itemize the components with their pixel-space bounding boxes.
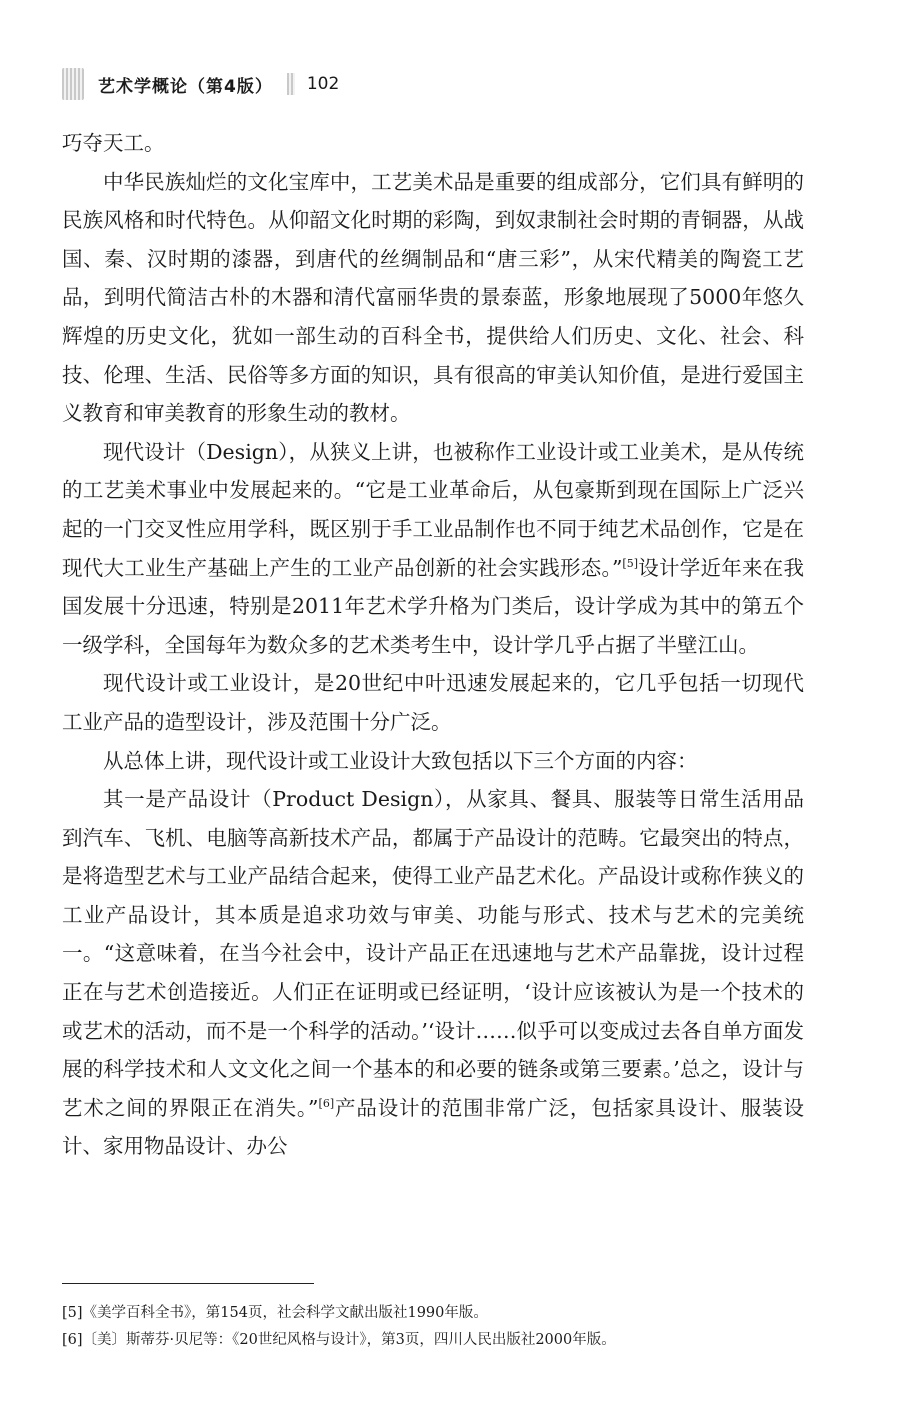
header-separator [287,73,295,95]
footnote-divider [62,1283,314,1284]
paragraph-6: 其一是产品设计（Product Design），从家具、餐具、服装等日常生活用品到汽车、飞机、电脑等高新技术产品，都属于产品设计的范畴。它最突出的特点，是将造型艺术与工业产品结合起来，使得工业产品艺术化。产品设计或称作狭义的工业产品设计，其本质是追求功效与审美、功能与形式、技术与艺术的完美统一。“这意味着，在当今社会中，设计产品正在迅速地与艺术产品靠拢，设计过程正在与艺术创造接近。人们正在证明或已经证明，‘设计应该被认为是一个技术的或艺术的活动，而不是一个科学的活动。’‘设计……似乎可以变成过去各自单方面发展的科学技术和人文文化之间一个基本的和必要的链条或第三要素。’总之，设计与艺术之间的界限正在消失。”[6]产品设计的范围非常广泛，包括家具设计、服装设计、家用物品设计、办公 [62,787,804,1159]
paragraph-2: 中华民族灿烂的文化宝库中，工艺美术品是重要的组成部分，它们具有鲜明的民族风格和时代特色。从仰韶文化时期的彩陶，到奴隶制社会时期的青铜器，从战国、秦、汉时期的漆器，到唐代的丝绸制品和“唐三彩”，从宋代精美的陶瓷工艺品，到明代简洁古朴的木器和清代富丽华贵的景泰蓝，形象地展现了5000年悠久辉煌的历史文化，犹如一部生动的百科全书，提供给人们历史、文化、社会、科技、伦理、生活、民俗等多方面的知识，具有很高的审美认知价值，是进行爱国主义教育和审美教育的形象生动的教材。 [62,169,804,426]
paragraph-5: 从总体上讲，现代设计或工业设计大致包括以下三个方面的内容： [103,748,698,773]
footnote-6: [6]〔美〕斯蒂芬·贝尼等：《20世纪风格与设计》，第3页，四川人民出版社2000年版。 [62,1332,616,1348]
footnote-ref-5: [5] [622,556,639,570]
running-header [62,66,339,102]
paragraph-4: 现代设计或工业设计，是20世纪中叶迅速发展起来的，它几乎包括一切现代工业产品的造型设计，涉及范围十分广泛。 [62,671,804,734]
book-title: 艺术学概论（第4版） [98,76,273,97]
page-number: 102 [306,74,340,94]
paragraph-3: 现代设计（Design），从狭义上讲，也被称作工业设计或工业美术，是从传统的工艺美术事业中发展起来的。“它是工业革命后，从包豪斯到现在国际上广泛兴起的一门交叉性应用学科，既区别于手工业品制作也不同于纯艺术品创作，它是在现代大工业生产基础上产生的工业产品创新的社会实践形态。”[5]设计学近年来在我国发展十分迅速，特别是2011年艺术学升格为门类后，设计学成为其中的第五个一级学科，全国每年为数众多的艺术类考生中，设计学几乎占据了半壁江山。 [62,439,804,657]
paragraph-1: 巧夺天工。 [62,131,165,155]
footnotes [62,1300,822,1354]
footnote-5: [5]《美学百科全书》，第154页，社会科学文献出版社1990年版。 [62,1305,488,1321]
header-ornament [62,68,84,100]
footnote-ref-6: [6] [318,1097,335,1111]
body-text [62,124,804,1166]
